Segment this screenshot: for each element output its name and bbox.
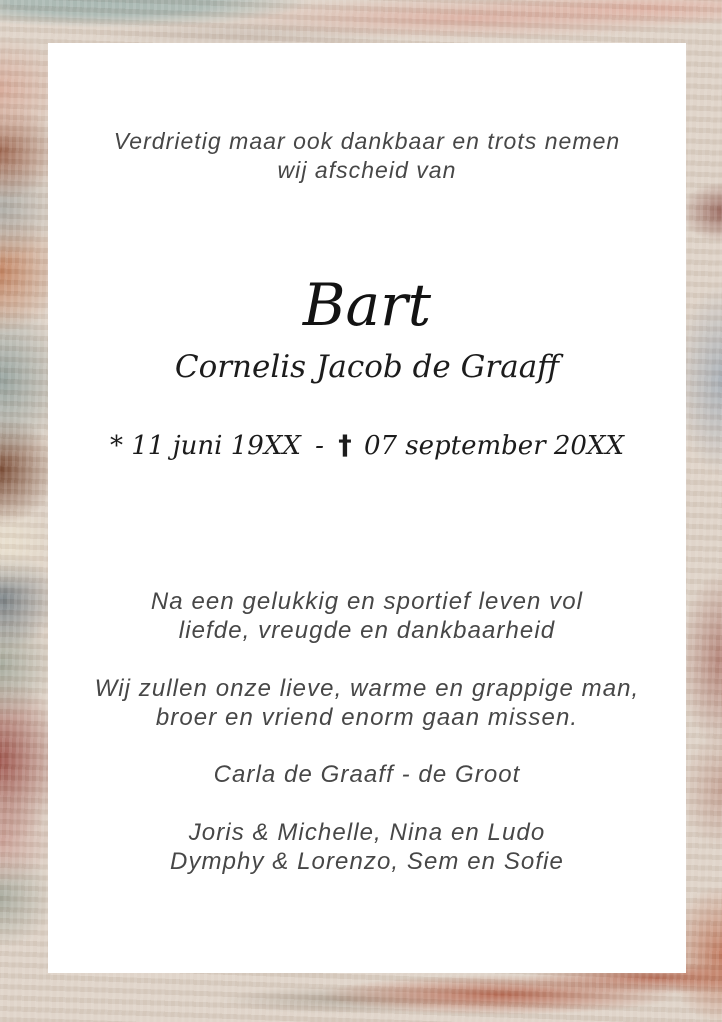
memorial-card bbox=[48, 43, 686, 973]
farewell-text bbox=[48, 674, 686, 732]
deceased-full-name: Cornelis Jacob de Graaff bbox=[174, 349, 560, 385]
family-names bbox=[48, 818, 686, 876]
birth-star-symbol: * bbox=[110, 431, 123, 461]
tribute-line-2: liefde, vreugde en dankbaarheid bbox=[178, 617, 556, 644]
deceased-first-name: Bart bbox=[302, 271, 432, 339]
farewell-line-2: broer en vriend enorm gaan missen. bbox=[155, 704, 579, 731]
dates-separator: - bbox=[315, 431, 324, 461]
death-date: 07 september 20XX bbox=[363, 431, 624, 461]
tribute-line-1: Na een gelukkig en sportief leven vol bbox=[150, 588, 584, 615]
intro-line-2: wij afscheid van bbox=[277, 157, 457, 183]
death-cross-icon: † bbox=[338, 430, 352, 461]
spouse-name: Carla de Graaff - de Groot bbox=[213, 761, 521, 788]
farewell-line-1: Wij zullen onze lieve, warme en grappige man, bbox=[94, 675, 640, 702]
family-line-2: Dymphy & Lorenzo, Sem en Sofie bbox=[170, 848, 564, 875]
life-dates bbox=[48, 431, 686, 461]
family-line-1: Joris & Michelle, Nina en Ludo bbox=[188, 819, 546, 846]
tribute-text bbox=[48, 587, 686, 645]
intro-line-1: Verdrietig maar ook dankbaar en trots nemen bbox=[113, 128, 621, 154]
intro-text bbox=[48, 127, 686, 185]
birth-date: 11 juni 19XX bbox=[131, 431, 301, 461]
